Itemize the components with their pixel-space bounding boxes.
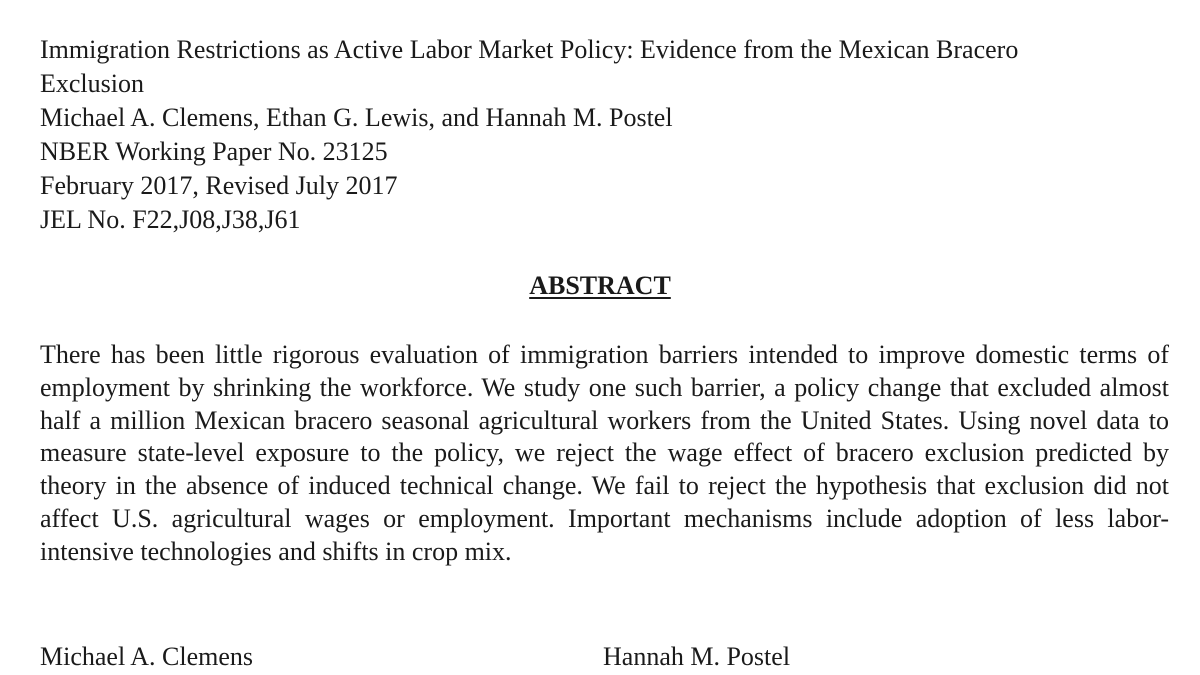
paper-date: February 2017, Revised July 2017 [40, 171, 398, 200]
paper-jel-codes: JEL No. F22,J08,J38,J61 [40, 205, 301, 234]
paper-title-line-1: Immigration Restrictions as Active Labor Market Policy: Evidence from the Mexican Bracero [40, 35, 1019, 64]
author-signature-right: Hannah M. Postel [603, 642, 791, 671]
author-signature-left: Michael A. Clemens [40, 642, 254, 671]
abstract-heading: ABSTRACT [529, 271, 671, 300]
paper-title-line-2: Exclusion [40, 69, 144, 98]
paper-header [40, 33, 1160, 237]
abstract-text: There has been little rigorous evaluation of immigration barriers intended to improve domestic terms of employment by shrinking the workforce. We study one such barrier, a policy change that excluded almost half a million Mexican bracero seasonal agricultural workers from the United States. Using novel data to measure state-level exposure to the policy, we reject the wage effect of bracero exclusion predicted by theory in the absence of induced technical change. We fail to reject the hypothesis that exclusion did not affect U.S. agricultural wages or employment. Important mechanisms include adoption of less labor-intensive technologies and shifts in crop mix. [40, 340, 1169, 566]
paper-series: NBER Working Paper No. 23125 [40, 137, 388, 166]
paper-authors: Michael A. Clemens, Ethan G. Lewis, and Hannah M. Postel [40, 103, 673, 132]
